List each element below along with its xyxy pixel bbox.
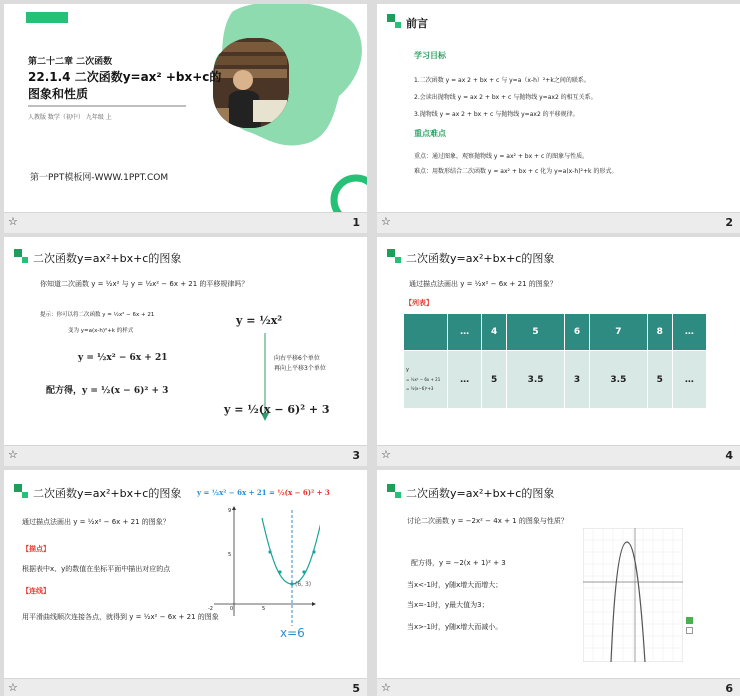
slide-number: 3 (352, 449, 360, 462)
formula-standard (197, 488, 330, 497)
slide-number: 5 (352, 682, 360, 695)
parabola-shifted-equation: y = ½(x − 6)² + 3 (224, 403, 330, 416)
table-cell: 5 (507, 314, 565, 351)
property-line-1: 当x<-1时，y随x增大而增大； (407, 581, 503, 589)
slide-number: 2 (725, 216, 733, 229)
table-cell: 5 (647, 351, 672, 409)
star-icon[interactable]: ☆ (8, 448, 18, 461)
slide-2-status-bar (377, 212, 740, 233)
slide-6-status-bar (377, 678, 740, 696)
goal-item-3: 3.抛物线 y = ax 2 + bx + c 与抛物线 y=ax2 的平移规律。 (414, 111, 579, 118)
star-icon[interactable]: ☆ (8, 681, 18, 694)
translation-note-1: 向右平移6个单位 (274, 355, 320, 362)
formula-part-vertex: ½(x − 6)² + 3 (277, 488, 330, 497)
slide-number: 6 (725, 682, 733, 695)
table-cell: … (672, 314, 706, 351)
star-icon[interactable]: ☆ (381, 681, 391, 694)
formula-part-standard: y = ½x² − 6x + 21 = (197, 488, 278, 497)
parabola-base-equation: y = ½x² (236, 314, 283, 327)
table-row-label (404, 351, 448, 409)
slide-2-thumbnail[interactable] (377, 4, 740, 233)
cover-photo (213, 38, 289, 128)
scholar-reading-image (213, 38, 289, 128)
y-tick-label: 9 (228, 508, 232, 514)
green-square-icon (387, 249, 401, 263)
connect-tag: 【连线】 (22, 587, 50, 595)
row-label-eq1: = ½x² − 6x + 21 (406, 377, 441, 382)
table-cell: 4 (482, 314, 507, 351)
list-tag: 【列表】 (405, 299, 433, 307)
y-tick-label: 5 (228, 552, 232, 558)
slide-title: 二次函数y=ax²+bx+c的图象 (406, 252, 555, 265)
parabola-graph (200, 504, 320, 634)
value-table (403, 313, 707, 409)
green-square-icon (387, 14, 401, 28)
question-text: 通过描点法画出 y = ½x² − 6x + 21 的图象？ (22, 518, 170, 526)
slide-number: 1 (352, 216, 360, 229)
hint-line-1: 提示：你可以将二次函数 y = ½x² − 6x + 21 (40, 312, 155, 318)
table-cell: 8 (647, 314, 672, 351)
question-text: 通过描点法画出 y = ½x² − 6x + 21 的图象？ (409, 280, 557, 288)
green-square-icon (387, 484, 401, 498)
slide-6-thumbnail[interactable] (377, 470, 740, 696)
slide-5-status-bar (4, 678, 367, 696)
table-row (404, 351, 707, 409)
table-cell (404, 314, 448, 351)
origin-label: 0 (230, 606, 234, 612)
chapter-label: 第二十二章 二次函数 (28, 57, 113, 67)
goal-item-1: 1.二次函数 y = ax 2 + bx + c 与 y=a（x-h）²+k之间的联系。 (414, 77, 590, 84)
table-cell: 6 (565, 314, 590, 351)
translation-note-2: 再向上平移3个单位 (274, 365, 326, 372)
table-cell: 7 (589, 314, 647, 351)
graph-toolbar-icon[interactable] (686, 627, 693, 634)
property-line-2: 当x=-1时，y最大值为3； (407, 601, 489, 609)
slide-title: 二次函数y=ax²+bx+c的图象 (33, 487, 182, 500)
property-line-3: 当x>-1时，y随x增大而减小。 (407, 623, 503, 631)
question-text: 你知道二次函数 y = ½x² 与 y = ½x² − 6x + 21 的平移规律吗？ (40, 280, 249, 288)
site-name: 第一PPT模板网-WWW.1PPT.COM (30, 173, 169, 183)
star-icon[interactable]: ☆ (381, 448, 391, 461)
section-heading-key: 重点难点 (414, 129, 446, 138)
table-cell: 3 (565, 351, 590, 409)
slide-5-thumbnail[interactable] (4, 470, 367, 696)
green-square-icon (14, 484, 28, 498)
slide-title: 二次函数y=ax²+bx+c的图象 (33, 252, 182, 265)
symmetry-axis-label: x=6 (280, 626, 305, 640)
x-tick-label: 5 (262, 606, 266, 612)
cover-title-line1: 22.1.4 二次函数y=ax² +bx+c的 (28, 70, 222, 84)
slide-title: 前言 (406, 17, 428, 30)
slide-3-thumbnail[interactable] (4, 237, 367, 466)
downward-parabola-graph (583, 528, 683, 662)
slide-number: 4 (725, 449, 733, 462)
slide-4-thumbnail[interactable] (377, 237, 740, 466)
table-cell: 3.5 (507, 351, 565, 409)
table-cell: … (448, 351, 482, 409)
green-square-icon (14, 249, 28, 263)
row-label-eq2: = ½(x−6)²+3 (406, 386, 434, 391)
slide-title: 二次函数y=ax²+bx+c的图象 (406, 487, 555, 500)
slide-1-thumbnail[interactable] (4, 4, 367, 233)
slide-3-status-bar (4, 445, 367, 466)
table-header-row (404, 314, 707, 351)
key-item-1: 重点：通过图象，观察抛物线 y = ax² + bx + c 的图象与性质。 (414, 153, 589, 160)
x-tick-label: -2 (208, 606, 213, 612)
completion-text: 配方得，y = −2(x + 1)² + 3 (411, 559, 506, 567)
cover-title-line2: 图象和性质 (28, 87, 89, 101)
connect-step-text: 用平滑曲线顺次连接各点，就得到 y = ½x² − 6x + 21 的图象 (22, 613, 219, 621)
table-cell: … (672, 351, 706, 409)
key-item-2: 难点：用数形结合二次函数 y = ax² + bx + c 化为 y=a(x-h)²+k 的形式。 (414, 168, 618, 175)
equation-standard: y = ½x² − 6x + 21 (78, 353, 168, 363)
plot-step-text: 根据表中x、y的数值在坐标平面中描出对应的点 (22, 565, 171, 573)
row-label-y: y (406, 367, 409, 373)
vertex-label: (6, 3) (295, 581, 312, 588)
question-text: 讨论二次函数 y = −2x² − 4x + 1 的图象与性质？ (407, 517, 568, 525)
slide-1-status-bar (4, 212, 367, 233)
goal-item-2: 2.会读出抛物线 y = ax 2 + bx + c 与抛物线 y=ax2 的相互关系。 (414, 94, 597, 101)
table-cell: 3.5 (589, 351, 647, 409)
equation-vertex-form: 配方得，y = ½(x − 6)² + 3 (46, 386, 169, 396)
slide-4-status-bar (377, 445, 740, 466)
hint-line-2: 变为 y=a(x-h)²+k 的样式 (68, 328, 134, 334)
star-icon[interactable]: ☆ (381, 215, 391, 228)
table-cell: … (448, 314, 482, 351)
section-heading-goals: 学习目标 (414, 51, 446, 60)
plot-tag: 【描点】 (22, 545, 50, 553)
cover-meta: 人教版 数学（初中） 九年级 上 (28, 114, 112, 121)
graph-toolbar-icon[interactable] (686, 617, 693, 624)
star-icon[interactable]: ☆ (8, 215, 18, 228)
table-cell: 5 (482, 351, 507, 409)
